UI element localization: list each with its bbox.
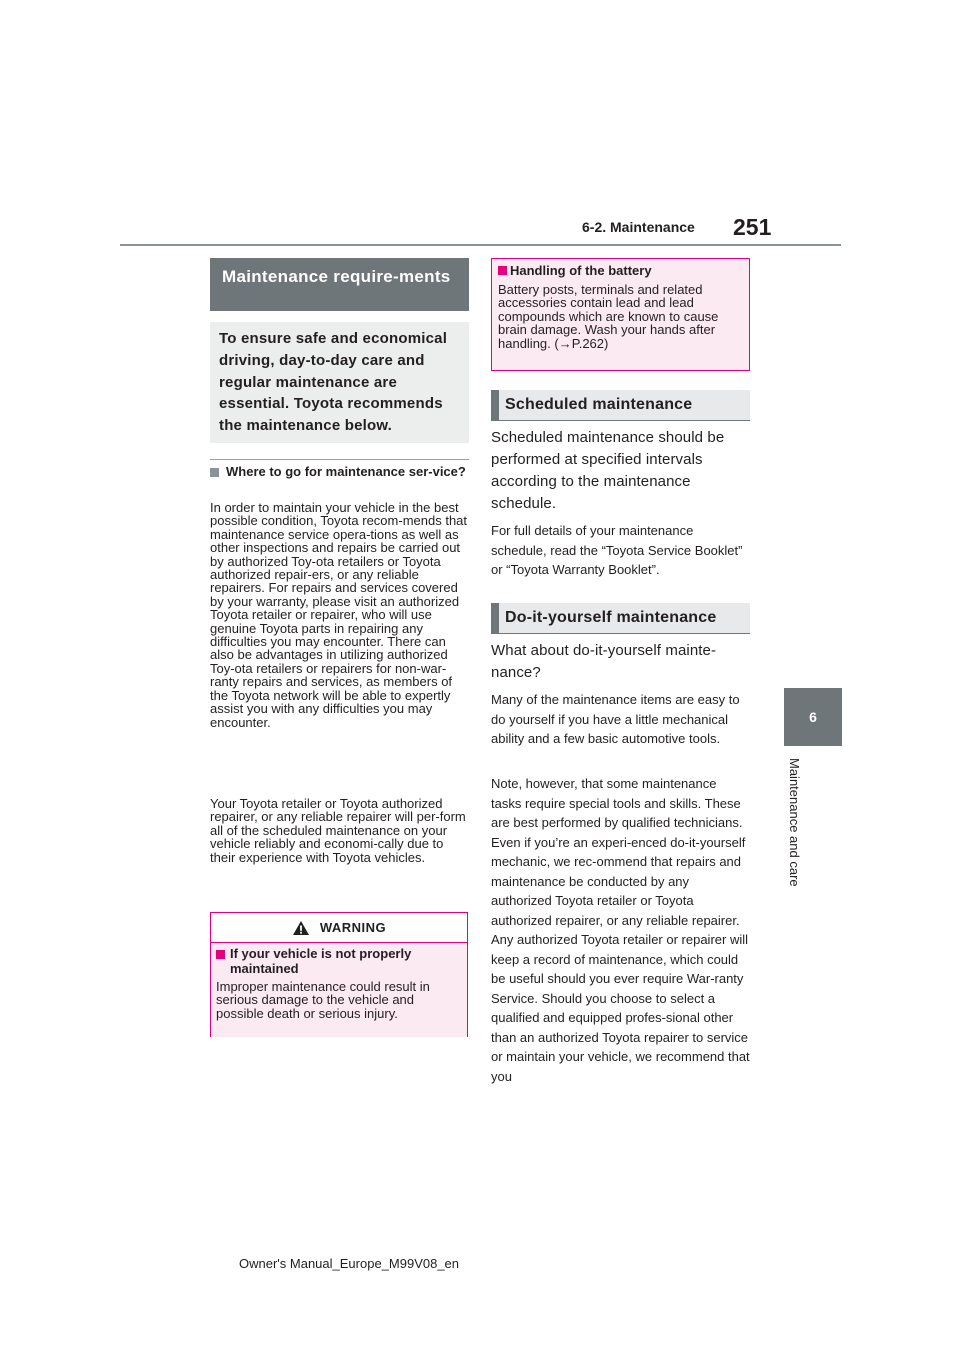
heading-underline (491, 633, 750, 634)
warning-label: WARNING (319, 920, 387, 935)
chapter-tab: 6 (784, 688, 842, 746)
square-bullet-icon (498, 266, 507, 275)
square-bullet-icon (210, 468, 219, 477)
diy-text-2: Note, however, that some maintenance tasks require special tools and skills. These are best performed by qualified technicians. Even if you’re an experi-enced do-it-yourself mechanic, we rec-ommend that repairs and maintenance be conducted by any authorized Toyota retailer or Toyota authorized repairer, or any reliable repairer. Any authorized Toyota retailer or repairer will keep a record of maintenance, which could be useful should you ever require War-ranty Service. Should you choose to select a qualified and equipped profes-sional other than an authorized Toyota repairer to service or maintain your vehicle, we recommend that you (491, 776, 750, 1084)
warning-triangle-icon (292, 920, 310, 936)
sub-heading-text: Where to go for maintenance ser-vice? (226, 464, 466, 479)
battery-title-text: Handling of the battery (510, 263, 652, 278)
heading-underline (491, 420, 750, 421)
paragraph-maintenance-service: In order to maintain your vehicle in the best possible condition, Toyota recom-mends that maintenance service opera-tions as well as other inspections and repairs be carried out by authorized Toy-ota retailers or Toyota authorized repair-ers, or any reliable repairers. For repairs and services covered by your warranty, please visit an authorized Toyota retailer or repairer, who will use genuine Toyota parts in repairing any difficulties you may encounter. There can also be advantages in utilizing authorized Toy-ota retailers or repairers for non-war-ranty repairs and services, as members of the Toyota network will be able to expertly assist you with any difficulties you may encounter. (210, 500, 468, 730)
battery-text: Battery posts, terminals and related accessories contain lead and lead compounds which are known to cause brain damage. Wash your hands after handling. (→P.262) (498, 282, 719, 351)
warning-sub-heading-text: If your vehicle is not properly maintained (230, 946, 412, 976)
warning-text: Improper maintenance could result in serious damage to the vehicle and possible death or serious injury. (216, 979, 430, 1021)
page-number: 251 (733, 214, 772, 240)
section-reference: 6-2. Maintenance (582, 219, 695, 235)
heading-diy-maintenance: Do-it-yourself maintenance (491, 603, 750, 633)
battery-title (498, 263, 743, 278)
intro-summary: To ensure safe and economical driving, day-to-day care and regular maintenance are essential. Toyota recommends the maintenance below. (210, 322, 469, 443)
chapter-label: Maintenance and care (787, 758, 802, 887)
main-section-title: Maintenance require-ments (210, 258, 469, 311)
header-divider (120, 244, 841, 246)
scheduled-text: For full details of your maintenance schedule, read the “Toyota Service Booklet” or “Toyota Warranty Booklet”. (491, 523, 743, 577)
warning-box (210, 912, 468, 1037)
paragraph-scheduled-service: Your Toyota retailer or Toyota authorized repairer, or any reliable repairer will per-form all of the scheduled maintenance on your vehicle reliably and economi-cally due to their experience with Toyota vehicles. (210, 796, 466, 865)
scheduled-lead: Scheduled maintenance should be performed at specified intervals according to the maintenance schedule. (491, 429, 725, 512)
diy-lead: What about do-it-yourself mainte-nance? (491, 642, 717, 681)
warning-body (211, 943, 467, 1037)
square-bullet-icon (216, 950, 225, 959)
sub-heading-where-to-go (210, 465, 469, 480)
diy-text-1: Many of the maintenance items are easy to do yourself if you have a little mechanical ability and a few basic automotive tools. (491, 692, 740, 746)
warning-sub-heading (216, 947, 462, 976)
warning-header (211, 913, 467, 943)
footer-manual-id: Owner's Manual_Europe_M99V08_en (239, 1256, 460, 1271)
heading-scheduled-maintenance: Scheduled maintenance (491, 390, 750, 420)
battery-caution-box (491, 258, 750, 371)
intro-divider (210, 459, 469, 460)
